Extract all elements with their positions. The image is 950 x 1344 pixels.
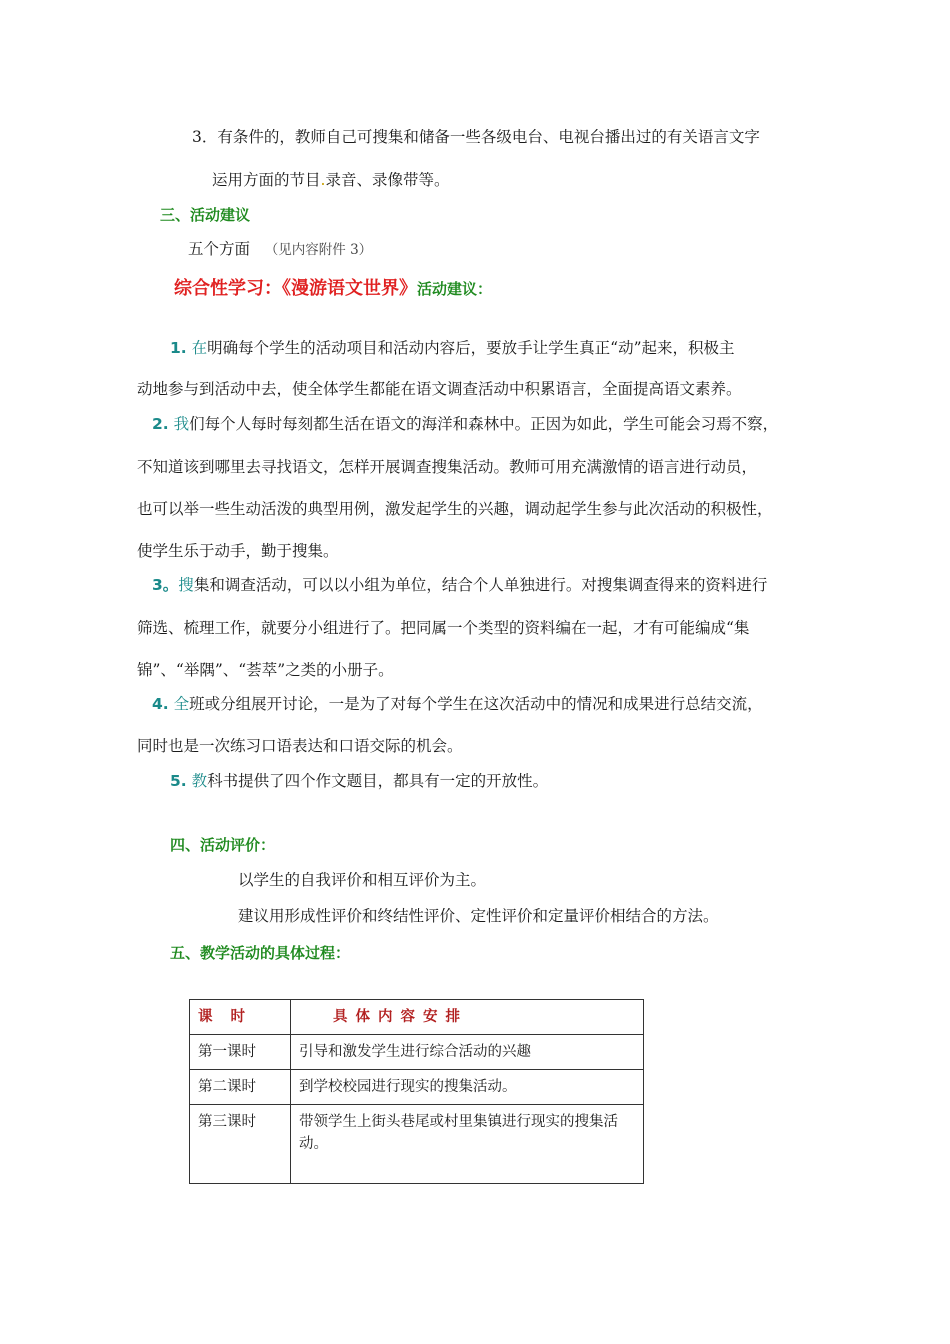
activity-title [174,274,492,300]
item-3-lead: 搜 [178,576,194,594]
item-2-number: 2. [152,415,169,433]
item-5-number: 5. [170,772,187,790]
paragraph-3-line-1: 3．有条件的，教师自己可搜集和储备一些各级电台、电视台播出过的有关语言文字 [192,128,760,146]
section-4-line-2: 建议用形成性评价和终结性评价、定性评价和定量评价相结合的方法。 [238,907,719,925]
section-4-line-1: 以学生的自我评价和相互评价为主。 [238,871,487,889]
item-3-text-1: 集和调查活动，可以以小组为单位，结合个人单独进行。对搜集调查得来的资料进行 [193,576,768,594]
item-3-line-2: 筛选、梳理工作，就要分小组进行了。把同属一个类型的资料编在一起，才有可能编成“集 [137,619,750,637]
table-cell-lesson: 第一课时 [190,1035,291,1070]
item-4-line-2: 同时也是一次练习口语表达和口语交际的机会。 [137,737,463,755]
item-4-line-1 [152,693,763,715]
item-1-line-1 [170,337,735,359]
item-5-text-1: 科书提供了四个作文题目，都具有一定的开放性。 [207,772,549,790]
item-2-text-1: 们每个人每时每刻都生活在语文的海洋和森林中。正因为如此，学生可能会习焉不察， [189,415,779,433]
section-3-reference: （见内容附件 3） [264,242,373,258]
item-5-line-1 [170,770,548,792]
item-2-line-2: 不知道该到哪里去寻找语文，怎样开展调查搜集活动。教师可用充满激情的语言进行动员， [137,458,758,476]
item-2-line-1 [152,413,778,435]
item-5-lead: 教 [191,772,208,790]
item-3-number: 3。 [152,576,179,594]
paragraph-3-line-2 [212,169,449,191]
table-cell-lesson: 第二课时 [190,1070,291,1105]
item-2-line-3: 也可以举一些生动活泼的典型用例，激发起学生的兴趣，调动起学生参与此次活动的积极性， [137,500,773,518]
item-4-lead: 全 [173,695,190,713]
item-4-text-1: 班或分组展开讨论，一是为了对每个学生在这次活动中的情况和成果进行总结交流， [189,695,763,713]
item-4-number: 4. [152,695,169,713]
header-content: 具体内容安排 [333,1008,468,1025]
table-cell-content: 引导和激发学生进行综合活动的兴趣 [291,1035,644,1070]
table-header-cell [291,1000,644,1035]
table-row [190,1035,644,1070]
header-lesson: 课时 [198,1008,263,1025]
item-1-lead: 在 [191,339,208,357]
section-5-heading: 五、教学活动的具体过程： [170,944,351,962]
section-4-heading: 四、活动评价： [170,836,276,854]
item-3-line-1 [152,574,767,596]
section-3-heading: 三、活动建议 [160,206,251,224]
table-cell-lesson: 第三课时 [190,1105,291,1184]
activity-title-suffix: 活动建议： [417,280,493,298]
table-header-row [190,1000,644,1035]
item-1-number: 1. [170,339,187,357]
item-2-lead: 我 [173,415,190,433]
activity-title-main: 综合性学习：《漫游语文世界》 [174,278,417,299]
item-2-line-4: 使学生乐于动手，勤于搜集。 [137,542,339,560]
section-3-label: 五个方面 [188,240,251,258]
table-header-cell [190,1000,291,1035]
item-1-line-2: 动地参与到活动中去，使全体学生都能在语文调查活动中积累语言，全面提高语文素养。 [137,380,742,398]
section-3-text [188,238,372,261]
table-cell-content: 带领学生上街头巷尾或村里集镇进行现实的搜集活动。 [291,1105,644,1184]
paragraph-3-line-2-rest: 录音、录像带等。 [325,171,450,189]
table-cell-content: 到学校校园进行现实的搜集活动。 [291,1070,644,1105]
item-3-line-3: 锦”、“举隅”、“荟萃”之类的小册子。 [137,661,394,679]
paragraph-3-dot: . [320,171,326,189]
item-1-text-1: 明确每个学生的活动项目和活动内容后，要放手让学生真正“动”起来，积极主 [207,339,735,357]
paragraph-3-line-2-text: 运用方面的节目 [212,171,321,189]
table-row [190,1105,644,1184]
table-row [190,1070,644,1105]
lesson-schedule-table [189,999,644,1184]
